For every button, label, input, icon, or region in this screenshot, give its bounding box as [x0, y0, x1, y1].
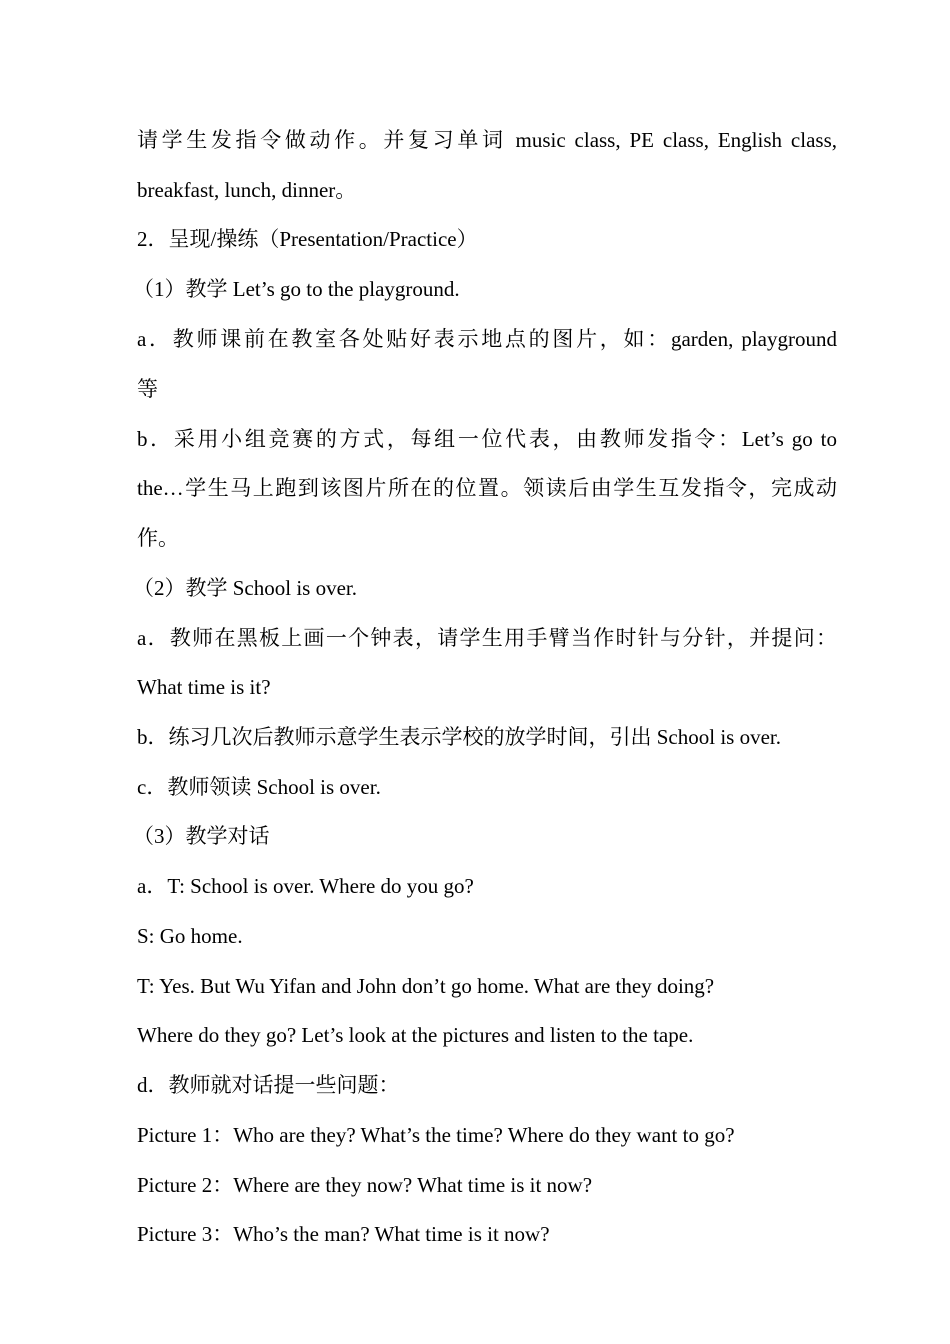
text-line-2: breakfast, lunch, dinner。 — [137, 178, 357, 202]
subsection-heading-3: （3）教学对话 — [133, 824, 270, 848]
text-line-19: Where do they go? Let’s look at the pictures and listen to the tape. — [137, 1023, 694, 1047]
text-line-18: T: Yes. But Wu Yifan and John don’t go home. What are they doing? — [137, 974, 715, 998]
text-line-14: c．教师领读 School is over. — [137, 775, 381, 799]
subsection-heading-2: （2）教学 School is over. — [133, 576, 357, 600]
subsection-heading-1: （1）教学 Let’s go to the playground. — [133, 277, 460, 301]
text-line-17: S: Go home. — [137, 924, 243, 948]
text-line-13: b．练习几次后教师示意学生表示学校的放学时间，引出 School is over. — [137, 725, 781, 749]
text-line-22: Picture 2：Where are they now? What time is it now? — [137, 1173, 593, 1197]
text-line-16: a．T: School is over. Where do you go? — [137, 874, 474, 898]
text-line-12: What time is it? — [137, 675, 271, 699]
text-line-11: a．教师在黑板上画一个钟表，请学生用手臂当作时针与分针，并提问： — [137, 626, 837, 650]
text-line-8: the…学生马上跑到该图片所在的位置。领读后由学生互发指令，完成动 — [137, 476, 837, 500]
text-line-9: 作。 — [137, 526, 179, 550]
text-line-23: Picture 3：Who’s the man? What time is it now? — [137, 1222, 550, 1246]
text-line-5: a．教师课前在教室各处贴好表示地点的图片，如：garden, playground — [137, 327, 837, 351]
text-line-1: 请学生发指令做动作。并复习单词 music class, PE class, English class, — [137, 128, 837, 152]
section-heading-presentation: 2．呈现/操练（Presentation/Practice） — [137, 227, 478, 251]
text-line-20: d．教师就对话提一些问题： — [137, 1073, 400, 1097]
text-line-6: 等 — [137, 377, 158, 401]
text-line-21: Picture 1：Who are they? What’s the time? Where do they want to go? — [137, 1123, 735, 1147]
text-line-7: b．采用小组竞赛的方式，每组一位代表，由教师发指令：Let’s go to — [137, 427, 837, 451]
